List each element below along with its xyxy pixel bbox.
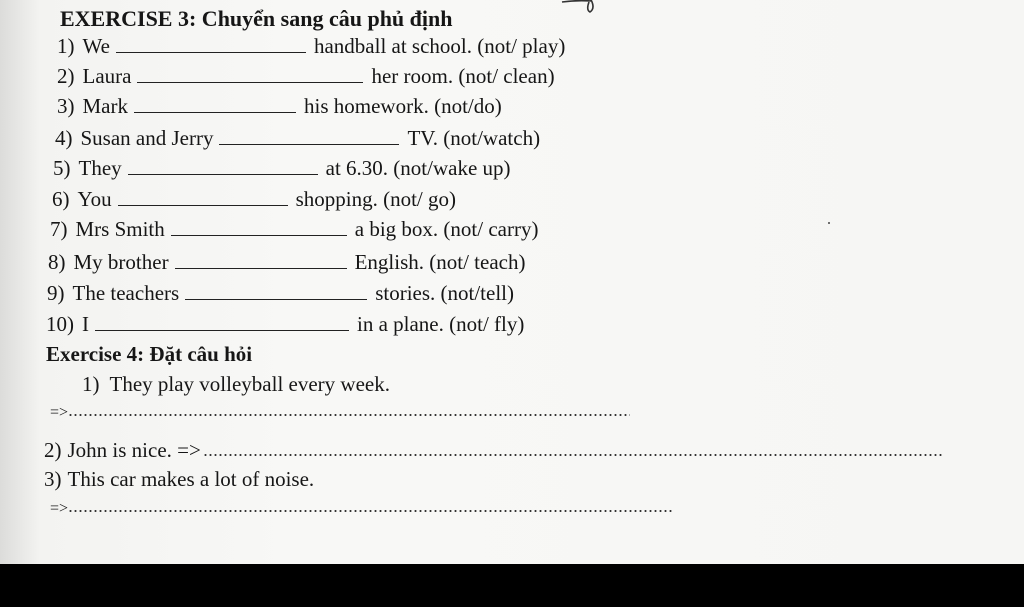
question-text: They play volleyball every week.: [109, 372, 390, 396]
item-subject: My brother: [73, 250, 169, 274]
item-subject: They: [78, 156, 122, 180]
item-subject: Susan and Jerry: [80, 126, 214, 150]
answer-blank[interactable]: [128, 160, 318, 175]
black-bottom-bar: [0, 564, 1024, 607]
answer-dotted-line[interactable]: [68, 413, 630, 417]
item-number: 1): [57, 34, 75, 58]
answer-blank[interactable]: [137, 68, 363, 83]
item-number: 3): [57, 94, 75, 118]
handwritten-mark-icon: [556, 0, 606, 20]
ex3-item-2: [57, 64, 555, 89]
item-number: 8): [48, 250, 66, 274]
item-rest: at 6.30. (not/wake up): [325, 156, 511, 180]
item-subject: The teachers: [72, 281, 180, 305]
item-number: 10): [46, 312, 74, 336]
answer-blank[interactable]: [219, 130, 399, 145]
item-subject: We: [82, 34, 110, 58]
question-text: This car makes a lot of noise.: [67, 467, 315, 491]
question-number: 1): [82, 372, 100, 396]
item-number: 6): [52, 187, 70, 211]
ex3-item-8: [48, 250, 525, 275]
item-subject: Laura: [82, 64, 132, 88]
ex3-item-4: [55, 126, 540, 151]
item-rest: a big box. (not/ carry): [354, 217, 539, 241]
item-subject: I: [82, 312, 89, 336]
item-rest: stories. (not/tell): [375, 281, 514, 305]
exercise3-title: EXERCISE 3: Chuyển sang câu phủ định: [60, 6, 453, 31]
item-number: 5): [53, 156, 71, 180]
ex3-item-10: [46, 312, 524, 337]
ex4-answer-3: [50, 500, 674, 518]
ex4-question-3: [44, 467, 314, 492]
exercise4-title: Exercise 4: Đặt câu hỏi: [46, 342, 253, 366]
answer-dotted-line[interactable]: [203, 453, 943, 457]
item-rest: in a plane. (not/ fly): [357, 312, 525, 336]
ex3-item-5: [53, 156, 511, 181]
item-rest: shopping. (not/ go): [295, 187, 456, 211]
answer-blank[interactable]: [118, 191, 288, 206]
answer-blank[interactable]: [171, 221, 347, 236]
ex4-question-2: [44, 438, 943, 463]
question-number: 3): [44, 467, 62, 491]
question-number: 2): [44, 438, 62, 462]
item-subject: Mrs Smith: [75, 217, 165, 241]
item-number: 2): [57, 64, 75, 88]
answer-blank[interactable]: [185, 285, 367, 300]
ex3-item-1: [57, 34, 565, 59]
ex3-item-3: [57, 94, 502, 119]
answer-blank[interactable]: [175, 254, 347, 269]
answer-blank[interactable]: [95, 316, 349, 331]
item-number: 9): [47, 281, 65, 305]
answer-prefix: =>: [50, 404, 69, 421]
ex3-item-7: [50, 217, 538, 242]
answer-prefix: =>: [50, 500, 69, 517]
ex3-item-9: [47, 281, 514, 306]
ex4-question-1: [82, 372, 390, 397]
item-rest: her room. (not/ clean): [371, 64, 555, 88]
item-rest: English. (not/ teach): [354, 250, 526, 274]
item-rest: TV. (not/watch): [407, 126, 541, 150]
item-number: 7): [50, 217, 68, 241]
ex3-item-6: [52, 187, 456, 212]
question-text: John is nice. =>: [67, 438, 201, 462]
item-number: 4): [55, 126, 73, 150]
item-subject: Mark: [82, 94, 128, 118]
item-rest: handball at school. (not/ play): [313, 34, 566, 58]
answer-blank[interactable]: [134, 98, 296, 113]
paper-speck: [828, 222, 830, 224]
answer-blank[interactable]: [116, 38, 306, 53]
answer-dotted-line[interactable]: [68, 509, 674, 513]
item-subject: You: [77, 187, 112, 211]
ex4-answer-1: [50, 404, 630, 422]
item-rest: his homework. (not/do): [304, 94, 502, 118]
